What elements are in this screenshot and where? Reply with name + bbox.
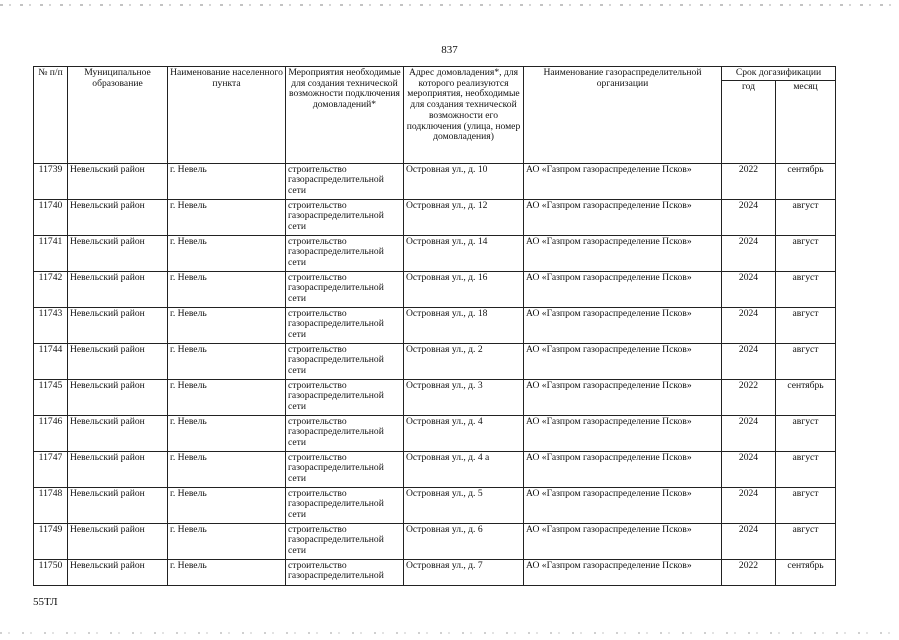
address-cell: Островная ул., д. 18 <box>404 307 524 343</box>
measures-cell: строительство газораспределительной сети <box>286 343 404 379</box>
month-cell: август <box>776 415 836 451</box>
year-cell: 2024 <box>722 235 776 271</box>
scan-edge-top <box>0 4 899 6</box>
organization-cell: АО «Газпром газораспределение Псков» <box>524 523 722 559</box>
settlement-cell: г. Невель <box>168 523 286 559</box>
settlement-cell: г. Невель <box>168 271 286 307</box>
settlement-cell: г. Невель <box>168 235 286 271</box>
row-number: 11739 <box>34 163 68 199</box>
settlement-cell: г. Невель <box>168 379 286 415</box>
header-deadline: Срок догазификации <box>722 67 836 81</box>
table-row <box>34 307 836 343</box>
organization-cell: АО «Газпром газораспределение Псков» <box>524 415 722 451</box>
address-cell: Островная ул., д. 6 <box>404 523 524 559</box>
measures-cell: строительство газораспределительной сети <box>286 379 404 415</box>
scan-edge-bottom <box>0 632 899 634</box>
row-number: 11745 <box>34 379 68 415</box>
header-municipality: Муниципальное образование <box>68 67 168 164</box>
municipality-cell: Невельский район <box>68 379 168 415</box>
row-number: 11744 <box>34 343 68 379</box>
measures-cell: строительство газораспределительной сети <box>286 451 404 487</box>
year-cell: 2024 <box>722 415 776 451</box>
year-cell: 2024 <box>722 271 776 307</box>
measures-cell: строительство газораспределительной сети <box>286 235 404 271</box>
header-month: месяц <box>776 80 836 163</box>
measures-cell: строительство газораспределительной сети <box>286 487 404 523</box>
header-row-1 <box>34 67 836 81</box>
settlement-cell: г. Невель <box>168 343 286 379</box>
municipality-cell: Невельский район <box>68 559 168 585</box>
footer-code: 55ТЛ <box>33 596 58 608</box>
month-cell: август <box>776 271 836 307</box>
municipality-cell: Невельский район <box>68 307 168 343</box>
header-settlement: Наименование населенного пункта <box>168 67 286 164</box>
table-row <box>34 343 836 379</box>
municipality-cell: Невельский район <box>68 523 168 559</box>
settlement-cell: г. Невель <box>168 451 286 487</box>
address-cell: Островная ул., д. 14 <box>404 235 524 271</box>
measures-cell: строительство газораспределительной <box>286 559 404 585</box>
municipality-cell: Невельский район <box>68 415 168 451</box>
table-body <box>34 163 836 585</box>
month-cell: август <box>776 235 836 271</box>
row-number: 11748 <box>34 487 68 523</box>
table-row <box>34 271 836 307</box>
month-cell: август <box>776 307 836 343</box>
header-measures: Мероприятия необходимые для создания технической возможности подключения домовладений* <box>286 67 404 164</box>
organization-cell: АО «Газпром газораспределение Псков» <box>524 379 722 415</box>
row-number: 11749 <box>34 523 68 559</box>
row-number: 11746 <box>34 415 68 451</box>
year-cell: 2024 <box>722 199 776 235</box>
table-row <box>34 199 836 235</box>
municipality-cell: Невельский район <box>68 271 168 307</box>
measures-cell: строительство газораспределительной сети <box>286 307 404 343</box>
measures-cell: строительство газораспределительной сети <box>286 271 404 307</box>
month-cell: август <box>776 451 836 487</box>
organization-cell: АО «Газпром газораспределение Псков» <box>524 199 722 235</box>
month-cell: август <box>776 343 836 379</box>
settlement-cell: г. Невель <box>168 163 286 199</box>
table-row <box>34 415 836 451</box>
measures-cell: строительство газораспределительной сети <box>286 415 404 451</box>
year-cell: 2022 <box>722 379 776 415</box>
table-row <box>34 487 836 523</box>
organization-cell: АО «Газпром газораспределение Псков» <box>524 271 722 307</box>
year-cell: 2024 <box>722 451 776 487</box>
row-number: 11740 <box>34 199 68 235</box>
address-cell: Островная ул., д. 4 <box>404 415 524 451</box>
table-row <box>34 235 836 271</box>
address-cell: Островная ул., д. 16 <box>404 271 524 307</box>
month-cell: сентябрь <box>776 379 836 415</box>
measures-cell: строительство газораспределительной сети <box>286 163 404 199</box>
year-cell: 2024 <box>722 523 776 559</box>
table-row <box>34 451 836 487</box>
municipality-cell: Невельский район <box>68 163 168 199</box>
month-cell: сентябрь <box>776 559 836 585</box>
page-number: 837 <box>441 44 458 56</box>
row-number: 11741 <box>34 235 68 271</box>
address-cell: Островная ул., д. 4 а <box>404 451 524 487</box>
header-address: Адрес домовладения*, для которого реализуются мероприятия, необходимые для создания технической возможности его подключения (улица, номер домовладения) <box>404 67 524 164</box>
municipality-cell: Невельский район <box>68 235 168 271</box>
table-row <box>34 163 836 199</box>
municipality-cell: Невельский район <box>68 199 168 235</box>
municipality-cell: Невельский район <box>68 451 168 487</box>
settlement-cell: г. Невель <box>168 415 286 451</box>
address-cell: Островная ул., д. 2 <box>404 343 524 379</box>
organization-cell: АО «Газпром газораспределение Псков» <box>524 163 722 199</box>
header-organization: Наименование газораспределительной организации <box>524 67 722 164</box>
municipality-cell: Невельский район <box>68 487 168 523</box>
table-row <box>34 559 836 585</box>
table-row <box>34 379 836 415</box>
row-number: 11747 <box>34 451 68 487</box>
table-row <box>34 523 836 559</box>
row-number: 11742 <box>34 271 68 307</box>
row-number: 11750 <box>34 559 68 585</box>
municipality-cell: Невельский район <box>68 343 168 379</box>
address-cell: Островная ул., д. 10 <box>404 163 524 199</box>
organization-cell: АО «Газпром газораспределение Псков» <box>524 559 722 585</box>
year-cell: 2024 <box>722 487 776 523</box>
organization-cell: АО «Газпром газораспределение Псков» <box>524 235 722 271</box>
organization-cell: АО «Газпром газораспределение Псков» <box>524 307 722 343</box>
settlement-cell: г. Невель <box>168 487 286 523</box>
year-cell: 2022 <box>722 163 776 199</box>
address-cell: Островная ул., д. 3 <box>404 379 524 415</box>
address-cell: Островная ул., д. 5 <box>404 487 524 523</box>
address-cell: Островная ул., д. 7 <box>404 559 524 585</box>
year-cell: 2022 <box>722 559 776 585</box>
year-cell: 2024 <box>722 343 776 379</box>
month-cell: август <box>776 487 836 523</box>
address-cell: Островная ул., д. 12 <box>404 199 524 235</box>
month-cell: август <box>776 523 836 559</box>
settlement-cell: г. Невель <box>168 199 286 235</box>
month-cell: сентябрь <box>776 163 836 199</box>
settlement-cell: г. Невель <box>168 307 286 343</box>
header-num: № п/п <box>34 67 68 164</box>
measures-cell: строительство газораспределительной сети <box>286 523 404 559</box>
year-cell: 2024 <box>722 307 776 343</box>
row-number: 11743 <box>34 307 68 343</box>
measures-cell: строительство газораспределительной сети <box>286 199 404 235</box>
header-year: год <box>722 80 776 163</box>
settlement-cell: г. Невель <box>168 559 286 585</box>
organization-cell: АО «Газпром газораспределение Псков» <box>524 343 722 379</box>
gasification-table <box>33 66 836 586</box>
organization-cell: АО «Газпром газораспределение Псков» <box>524 451 722 487</box>
organization-cell: АО «Газпром газораспределение Псков» <box>524 487 722 523</box>
month-cell: август <box>776 199 836 235</box>
